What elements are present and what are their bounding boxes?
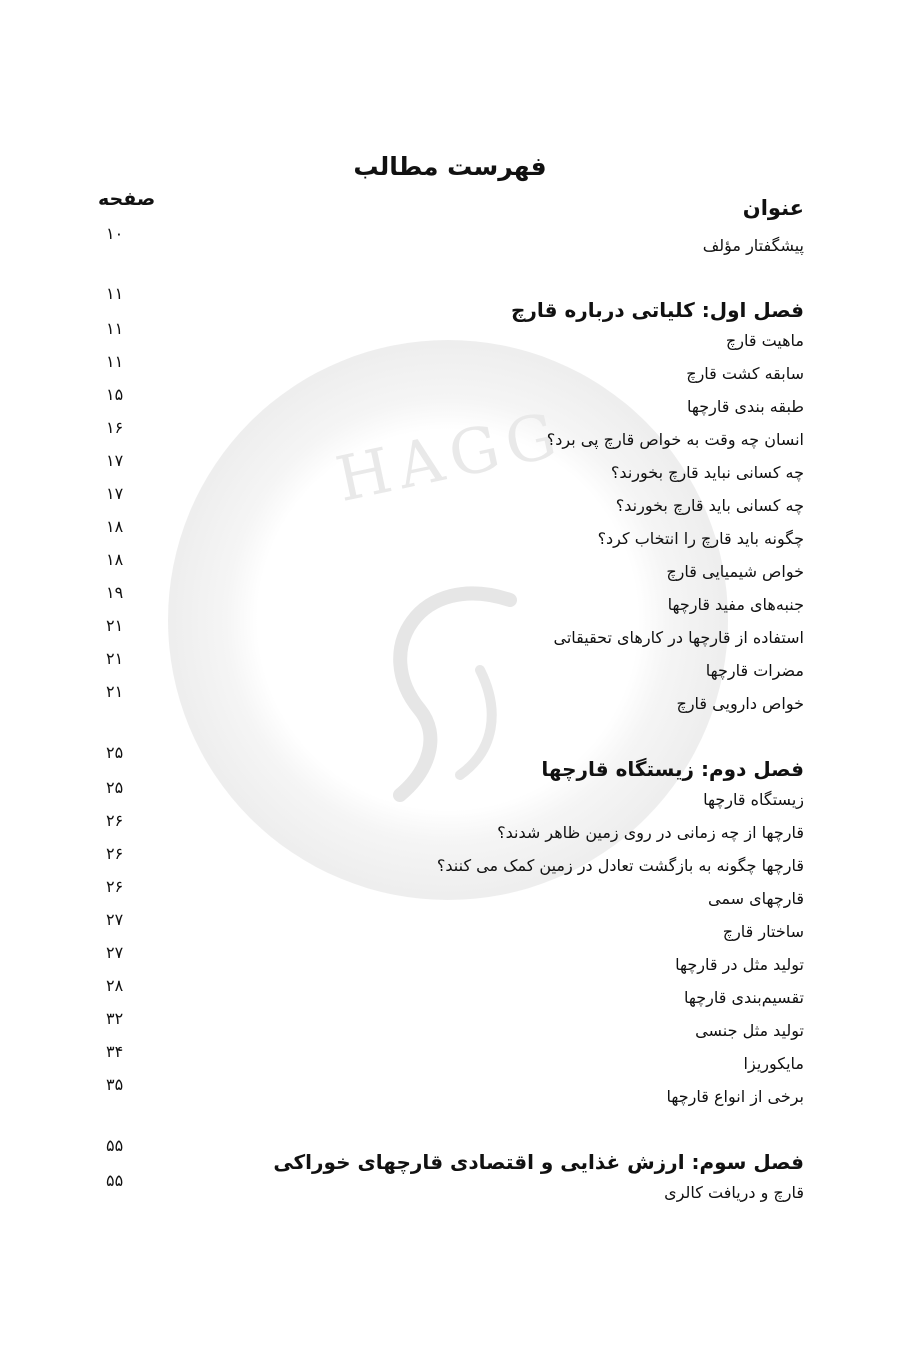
- page-number: ۲۱: [106, 616, 124, 635]
- toc-row: [96, 1042, 804, 1084]
- toc-row: [96, 976, 804, 1018]
- page-number: ۱۰: [106, 224, 124, 243]
- toc-row: [96, 583, 804, 625]
- entry-title: چه کسانی باید قارچ بخورند؟: [615, 496, 804, 515]
- page-number: ۵۵: [106, 1171, 124, 1190]
- page-number: ۱۱: [106, 284, 124, 303]
- toc-row: [96, 451, 804, 493]
- page-title: فهرست مطالب: [353, 152, 547, 181]
- entry-title: مضرات قارچها: [705, 661, 804, 680]
- toc-chapter-row: [96, 1136, 804, 1180]
- toc-row: [96, 649, 804, 691]
- entry-title: چه کسانی نباید قارچ بخورند؟: [610, 463, 804, 482]
- page-number: ۱۸: [106, 550, 124, 569]
- entry-title: انسان چه وقت به خواص قارچ پی برد؟: [546, 430, 804, 449]
- page-number: ۳۵: [106, 1075, 124, 1094]
- chapter-title: فصل سوم: ارزش غذایی و اقتصادی قارچهای خوراکی: [273, 1150, 804, 1174]
- page-number: ۳۴: [106, 1042, 124, 1061]
- toc-chapter-row: [96, 743, 804, 787]
- toc-row: [96, 385, 804, 427]
- toc-row: [96, 319, 804, 361]
- entry-title: مایکوریزا: [743, 1054, 804, 1073]
- chapter-title: فصل دوم: زیستگاه قارچها: [541, 757, 804, 781]
- page-number: ۲۵: [106, 743, 124, 762]
- toc-row: [96, 352, 804, 394]
- toc-row: [96, 484, 804, 526]
- entry-title: چگونه باید قارچ را انتخاب کرد؟: [597, 529, 804, 548]
- page-number: ۲۱: [106, 649, 124, 668]
- toc-row: [96, 682, 804, 724]
- toc-row: [96, 811, 804, 853]
- toc-row: [96, 224, 804, 266]
- entry-title: جنبه‌های مفید قارچها: [667, 595, 804, 614]
- entry-title: برخی از انواع قارچها: [666, 1087, 804, 1106]
- page-number: ۱۱: [106, 352, 124, 371]
- entry-title: قارچها چگونه به بازگشت تعادل در زمین کمک می کنند؟: [436, 856, 804, 875]
- toc-chapter-row: [96, 284, 804, 328]
- column-header-title: عنوان: [742, 196, 804, 220]
- entry-title: خواص شیمیایی قارچ: [666, 562, 804, 581]
- entry-title: تولید مثل در قارچها: [675, 955, 804, 974]
- page-number: ۲۷: [106, 943, 124, 962]
- toc-row: [96, 616, 804, 658]
- toc-row: [96, 1171, 804, 1213]
- entry-title: قارچها از چه زمانی در روی زمین ظاهر شدند؟: [497, 823, 804, 842]
- column-header-page: صفحه: [98, 188, 156, 210]
- entry-title: زیستگاه قارچها: [703, 790, 804, 809]
- page-number: ۱۷: [106, 484, 124, 503]
- toc-row: [96, 778, 804, 820]
- page-number: ۲۷: [106, 910, 124, 929]
- toc-row: [96, 910, 804, 952]
- page-number: ۲۵: [106, 778, 124, 797]
- toc-row: [96, 517, 804, 559]
- page-number: ۱۹: [106, 583, 124, 602]
- entry-title: سابقه کشت قارچ: [686, 364, 804, 383]
- entry-title: خواص دارویی قارچ: [676, 694, 804, 713]
- page-number: ۱۵: [106, 385, 124, 404]
- entry-title: تقسیم‌بندی قارچها: [684, 988, 804, 1007]
- page-number: ۲۶: [106, 811, 124, 830]
- page-number: ۲۶: [106, 877, 124, 896]
- toc-row: [96, 1009, 804, 1051]
- toc-row: [96, 418, 804, 460]
- watermark-text: HAGG: [329, 396, 570, 517]
- toc-row: [96, 943, 804, 985]
- chapter-title: فصل اول: کلیاتی درباره قارچ: [510, 298, 804, 322]
- entry-title: طبقه بندی قارچها: [687, 397, 804, 416]
- page-number: ۳۲: [106, 1009, 124, 1028]
- entry-title: قارچ و دریافت کالری: [664, 1183, 804, 1202]
- page-number: ۲۸: [106, 976, 124, 995]
- toc-row: [96, 1075, 804, 1117]
- toc-row: [96, 877, 804, 919]
- toc-row: [96, 550, 804, 592]
- entry-title: تولید مثل جنسی: [695, 1021, 804, 1040]
- entry-title: استفاده از قارچها در کارهای تحقیقاتی: [553, 628, 804, 647]
- page-number: ۱۱: [106, 319, 124, 338]
- toc-row: [96, 844, 804, 886]
- page-number: ۱۶: [106, 418, 124, 437]
- page-number: ۲۱: [106, 682, 124, 701]
- page-number: ۱۷: [106, 451, 124, 470]
- entry-title: ماهیت قارچ: [725, 331, 804, 350]
- page-number: ۵۵: [106, 1136, 124, 1155]
- entry-title: ساختار قارچ: [722, 922, 804, 941]
- page-number: ۲۶: [106, 844, 124, 863]
- entry-title: پیشگفتار مؤلف: [702, 236, 804, 255]
- page-number: ۱۸: [106, 517, 124, 536]
- entry-title: قارچهای سمی: [708, 889, 804, 908]
